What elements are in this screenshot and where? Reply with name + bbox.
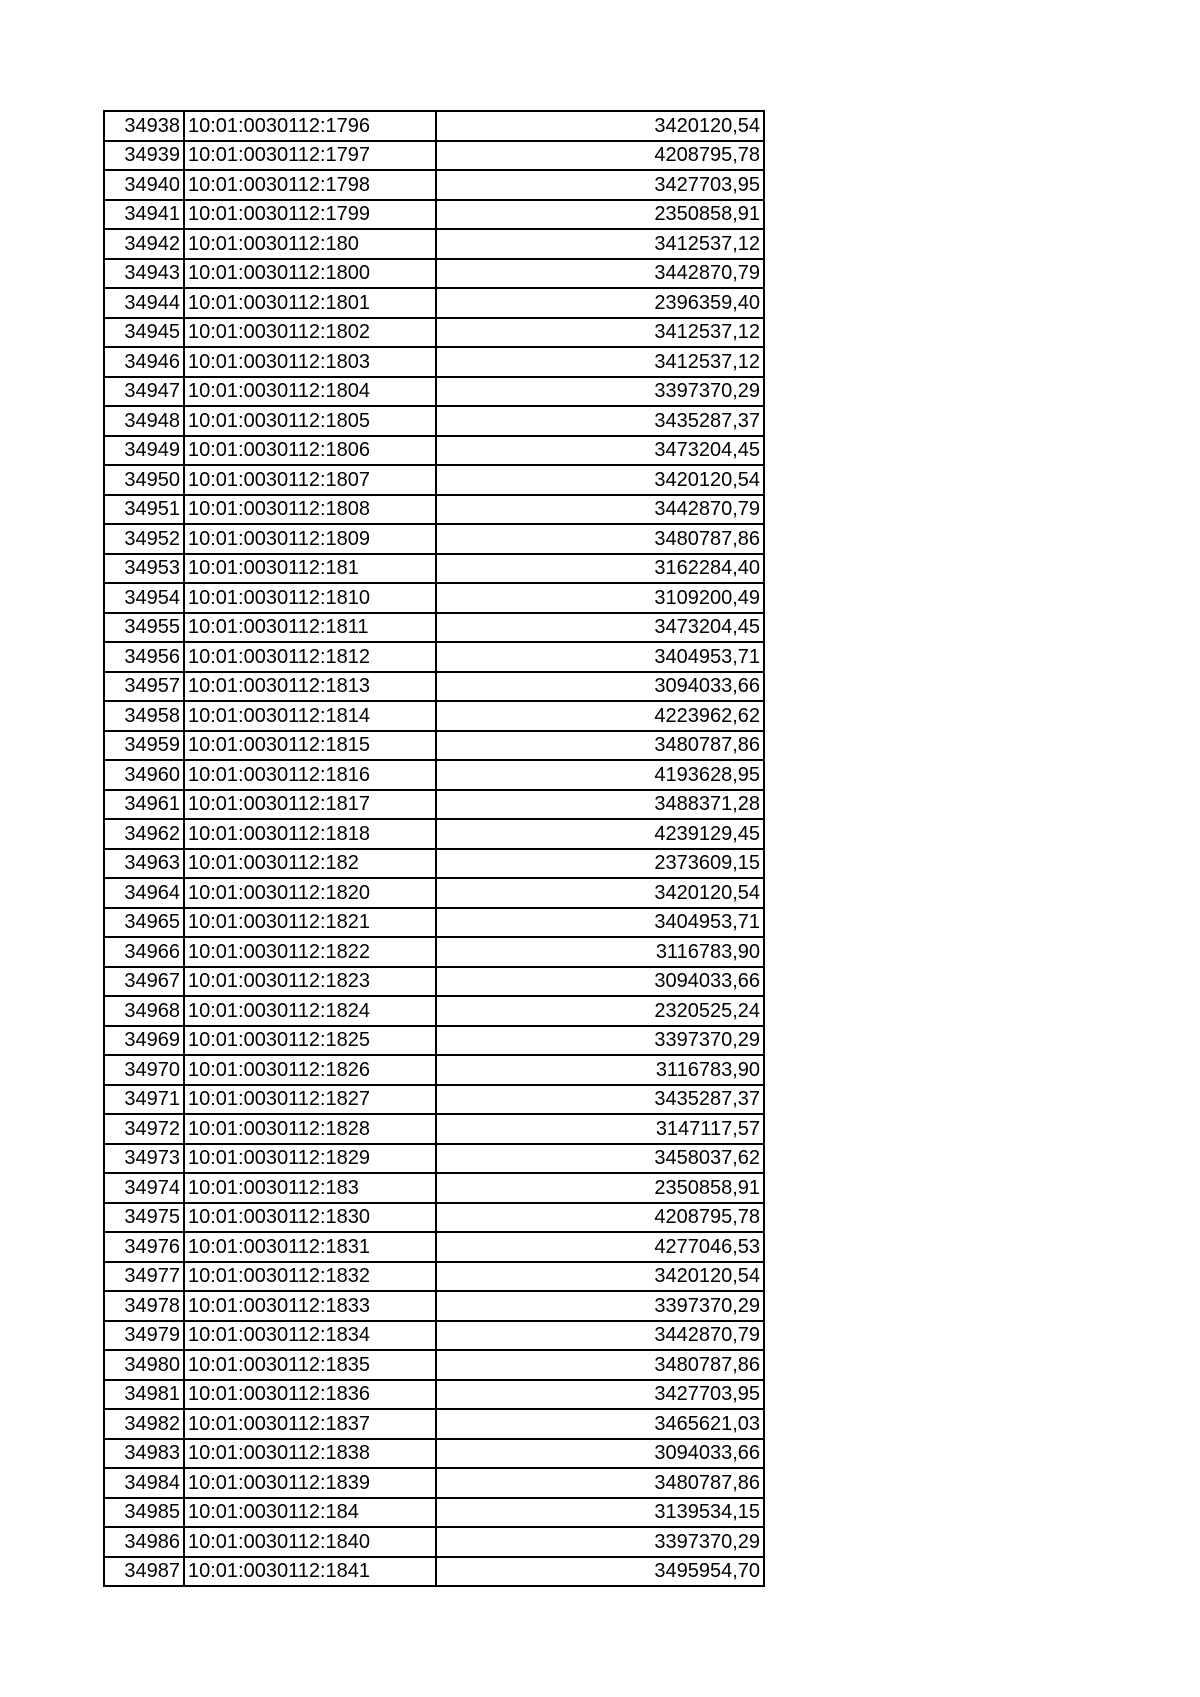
- cadastral-number-cell: 10:01:0030112:1796: [184, 111, 436, 141]
- cadastral-value-cell: 3480787,86: [436, 1468, 764, 1498]
- row-number-cell: 34943: [104, 259, 184, 289]
- cadastral-value-cell: 3442870,79: [436, 1321, 764, 1351]
- row-number-cell: 34958: [104, 701, 184, 731]
- row-number-cell: 34985: [104, 1498, 184, 1528]
- row-number-cell: 34951: [104, 495, 184, 525]
- row-number-cell: 34981: [104, 1380, 184, 1410]
- row-number-cell: 34961: [104, 790, 184, 820]
- row-number-cell: 34954: [104, 583, 184, 613]
- table-row: [104, 1055, 764, 1085]
- row-number-cell: 34959: [104, 731, 184, 761]
- cadastral-value-cell: 2350858,91: [436, 1173, 764, 1203]
- cadastral-number-cell: 10:01:0030112:1835: [184, 1350, 436, 1380]
- cadastral-value-cell: 2320525,24: [436, 996, 764, 1026]
- cadastral-number-cell: 10:01:0030112:1826: [184, 1055, 436, 1085]
- table-row: [104, 318, 764, 348]
- cadastral-number-cell: 10:01:0030112:1840: [184, 1527, 436, 1557]
- table-row: [104, 1557, 764, 1587]
- cadastral-number-cell: 10:01:0030112:180: [184, 229, 436, 259]
- cadastral-number-cell: 10:01:0030112:1821: [184, 908, 436, 938]
- cadastral-number-cell: 10:01:0030112:184: [184, 1498, 436, 1528]
- row-number-cell: 34944: [104, 288, 184, 318]
- cadastral-value-cell: 4223962,62: [436, 701, 764, 731]
- cadastral-number-cell: 10:01:0030112:1833: [184, 1291, 436, 1321]
- table-row: [104, 908, 764, 938]
- cadastral-number-cell: 10:01:0030112:1827: [184, 1085, 436, 1115]
- table-row: [104, 524, 764, 554]
- table-row: [104, 229, 764, 259]
- table-row: [104, 1232, 764, 1262]
- cadastral-number-cell: 10:01:0030112:1802: [184, 318, 436, 348]
- cadastral-number-cell: 10:01:0030112:1836: [184, 1380, 436, 1410]
- table-row: [104, 1203, 764, 1233]
- cadastral-number-cell: 10:01:0030112:183: [184, 1173, 436, 1203]
- cadastral-number-cell: 10:01:0030112:1797: [184, 141, 436, 171]
- cadastral-value-cell: 3412537,12: [436, 318, 764, 348]
- cadastral-number-cell: 10:01:0030112:1824: [184, 996, 436, 1026]
- table-row: [104, 1468, 764, 1498]
- cadastral-number-cell: 10:01:0030112:1814: [184, 701, 436, 731]
- cadastral-value-cell: 3404953,71: [436, 642, 764, 672]
- table-row: [104, 141, 764, 171]
- cadastral-number-cell: 10:01:0030112:181: [184, 554, 436, 584]
- row-number-cell: 34938: [104, 111, 184, 141]
- cadastral-value-cell: 3094033,66: [436, 1439, 764, 1469]
- row-number-cell: 34980: [104, 1350, 184, 1380]
- table-row: [104, 672, 764, 702]
- table-row: [104, 200, 764, 230]
- cadastral-value-cell: 3162284,40: [436, 554, 764, 584]
- table-row: [104, 1321, 764, 1351]
- cadastral-value-cell: 3427703,95: [436, 170, 764, 200]
- table-row: [104, 967, 764, 997]
- row-number-cell: 34962: [104, 819, 184, 849]
- row-number-cell: 34948: [104, 406, 184, 436]
- cadastral-number-cell: 10:01:0030112:1825: [184, 1026, 436, 1056]
- cadastral-value-cell: 3397370,29: [436, 1527, 764, 1557]
- row-number-cell: 34952: [104, 524, 184, 554]
- cadastral-value-cell: 3139534,15: [436, 1498, 764, 1528]
- row-number-cell: 34941: [104, 200, 184, 230]
- row-number-cell: 34970: [104, 1055, 184, 1085]
- table-row: [104, 347, 764, 377]
- cadastral-value-cell: 4239129,45: [436, 819, 764, 849]
- table-body: [104, 111, 764, 1586]
- cadastral-value-cell: 3147117,57: [436, 1114, 764, 1144]
- cadastral-number-cell: 10:01:0030112:1799: [184, 200, 436, 230]
- cadastral-number-cell: 10:01:0030112:1830: [184, 1203, 436, 1233]
- cadastral-number-cell: 10:01:0030112:1803: [184, 347, 436, 377]
- table-row: [104, 849, 764, 879]
- table-row: [104, 1380, 764, 1410]
- cadastral-number-cell: 10:01:0030112:1841: [184, 1557, 436, 1587]
- cadastral-number-cell: 10:01:0030112:1831: [184, 1232, 436, 1262]
- cadastral-number-cell: 10:01:0030112:1798: [184, 170, 436, 200]
- cadastral-value-cell: 3442870,79: [436, 495, 764, 525]
- table-row: [104, 701, 764, 731]
- table-row: [104, 996, 764, 1026]
- row-number-cell: 34966: [104, 937, 184, 967]
- row-number-cell: 34967: [104, 967, 184, 997]
- row-number-cell: 34947: [104, 377, 184, 407]
- cadastral-value-cell: 3480787,86: [436, 1350, 764, 1380]
- table-row: [104, 731, 764, 761]
- cadastral-number-cell: 10:01:0030112:1810: [184, 583, 436, 613]
- table-row: [104, 259, 764, 289]
- table-row: [104, 878, 764, 908]
- table-row: [104, 642, 764, 672]
- cadastral-value-cell: 3397370,29: [436, 377, 764, 407]
- row-number-cell: 34950: [104, 465, 184, 495]
- cadastral-value-cell: 3420120,54: [436, 878, 764, 908]
- table-row: [104, 613, 764, 643]
- cadastral-value-cell: 3094033,66: [436, 967, 764, 997]
- row-number-cell: 34968: [104, 996, 184, 1026]
- row-number-cell: 34955: [104, 613, 184, 643]
- table-row: [104, 465, 764, 495]
- table-row: [104, 495, 764, 525]
- row-number-cell: 34940: [104, 170, 184, 200]
- cadastral-number-cell: 10:01:0030112:1809: [184, 524, 436, 554]
- cadastral-number-cell: 10:01:0030112:1804: [184, 377, 436, 407]
- table-row: [104, 111, 764, 141]
- cadastral-value-cell: 3116783,90: [436, 1055, 764, 1085]
- cadastral-value-cell: 3473204,45: [436, 436, 764, 466]
- cadastral-value-cell: 3495954,70: [436, 1557, 764, 1587]
- table-row: [104, 170, 764, 200]
- cadastral-value-cell: 3420120,54: [436, 111, 764, 141]
- cadastral-value-cell: 3404953,71: [436, 908, 764, 938]
- cadastral-value-cell: 2396359,40: [436, 288, 764, 318]
- row-number-cell: 34971: [104, 1085, 184, 1115]
- table-row: [104, 436, 764, 466]
- cadastral-value-cell: 3435287,37: [436, 1085, 764, 1115]
- table-row: [104, 1527, 764, 1557]
- cadastral-number-cell: 10:01:0030112:1838: [184, 1439, 436, 1469]
- table-row: [104, 1409, 764, 1439]
- cadastral-value-cell: 3397370,29: [436, 1026, 764, 1056]
- table-row: [104, 1144, 764, 1174]
- row-number-cell: 34982: [104, 1409, 184, 1439]
- cadastral-value-cell: 2350858,91: [436, 200, 764, 230]
- cadastral-number-cell: 10:01:0030112:182: [184, 849, 436, 879]
- cadastral-value-cell: 3116783,90: [436, 937, 764, 967]
- cadastral-value-cell: 3412537,12: [436, 347, 764, 377]
- cadastral-value-cell: 3473204,45: [436, 613, 764, 643]
- row-number-cell: 34975: [104, 1203, 184, 1233]
- cadastral-value-cell: 3442870,79: [436, 259, 764, 289]
- cadastral-number-cell: 10:01:0030112:1805: [184, 406, 436, 436]
- table-row: [104, 288, 764, 318]
- cadastral-number-cell: 10:01:0030112:1818: [184, 819, 436, 849]
- cadastral-value-cell: 3465621,03: [436, 1409, 764, 1439]
- row-number-cell: 34979: [104, 1321, 184, 1351]
- cadastral-value-cell: 3480787,86: [436, 731, 764, 761]
- cadastral-value-cell: 3420120,54: [436, 465, 764, 495]
- row-number-cell: 34956: [104, 642, 184, 672]
- cadastral-value-cell: 3420120,54: [436, 1262, 764, 1292]
- cadastral-number-cell: 10:01:0030112:1813: [184, 672, 436, 702]
- table-row: [104, 1026, 764, 1056]
- cadastral-number-cell: 10:01:0030112:1832: [184, 1262, 436, 1292]
- cadastral-number-cell: 10:01:0030112:1806: [184, 436, 436, 466]
- table-row: [104, 406, 764, 436]
- table-row: [104, 377, 764, 407]
- table-row: [104, 583, 764, 613]
- table-row: [104, 1291, 764, 1321]
- row-number-cell: 34983: [104, 1439, 184, 1469]
- row-number-cell: 34942: [104, 229, 184, 259]
- cadastral-number-cell: 10:01:0030112:1820: [184, 878, 436, 908]
- cadastral-value-cell: 4193628,95: [436, 760, 764, 790]
- row-number-cell: 34974: [104, 1173, 184, 1203]
- cadastral-value-cell: 3109200,49: [436, 583, 764, 613]
- cadastral-number-cell: 10:01:0030112:1822: [184, 937, 436, 967]
- cadastral-number-cell: 10:01:0030112:1816: [184, 760, 436, 790]
- row-number-cell: 34973: [104, 1144, 184, 1174]
- table-row: [104, 1085, 764, 1115]
- row-number-cell: 34945: [104, 318, 184, 348]
- row-number-cell: 34965: [104, 908, 184, 938]
- cadastral-value-cell: 2373609,15: [436, 849, 764, 879]
- row-number-cell: 34960: [104, 760, 184, 790]
- cadastral-number-cell: 10:01:0030112:1834: [184, 1321, 436, 1351]
- cadastral-value-cell: 3480787,86: [436, 524, 764, 554]
- row-number-cell: 34949: [104, 436, 184, 466]
- cadastral-number-cell: 10:01:0030112:1837: [184, 1409, 436, 1439]
- table-row: [104, 760, 764, 790]
- cadastral-number-cell: 10:01:0030112:1823: [184, 967, 436, 997]
- row-number-cell: 34978: [104, 1291, 184, 1321]
- table-row: [104, 1350, 764, 1380]
- cadastral-number-cell: 10:01:0030112:1811: [184, 613, 436, 643]
- table-row: [104, 1439, 764, 1469]
- cadastral-value-cell: 3435287,37: [436, 406, 764, 436]
- table-row: [104, 1173, 764, 1203]
- row-number-cell: 34976: [104, 1232, 184, 1262]
- cadastral-value-cell: 3412537,12: [436, 229, 764, 259]
- cadastral-value-table: [103, 110, 765, 1587]
- row-number-cell: 34986: [104, 1527, 184, 1557]
- cadastral-value-cell: 4208795,78: [436, 141, 764, 171]
- cadastral-number-cell: 10:01:0030112:1800: [184, 259, 436, 289]
- cadastral-value-cell: 3488371,28: [436, 790, 764, 820]
- table-row: [104, 937, 764, 967]
- cadastral-value-cell: 3427703,95: [436, 1380, 764, 1410]
- row-number-cell: 34969: [104, 1026, 184, 1056]
- row-number-cell: 34963: [104, 849, 184, 879]
- table-row: [104, 1262, 764, 1292]
- row-number-cell: 34939: [104, 141, 184, 171]
- cadastral-number-cell: 10:01:0030112:1829: [184, 1144, 436, 1174]
- table-row: [104, 1114, 764, 1144]
- cadastral-number-cell: 10:01:0030112:1839: [184, 1468, 436, 1498]
- row-number-cell: 34977: [104, 1262, 184, 1292]
- row-number-cell: 34957: [104, 672, 184, 702]
- table-row: [104, 554, 764, 584]
- cadastral-value-cell: 3094033,66: [436, 672, 764, 702]
- cadastral-value-cell: 4277046,53: [436, 1232, 764, 1262]
- cadastral-number-cell: 10:01:0030112:1807: [184, 465, 436, 495]
- cadastral-value-cell: 3397370,29: [436, 1291, 764, 1321]
- cadastral-number-cell: 10:01:0030112:1812: [184, 642, 436, 672]
- cadastral-number-cell: 10:01:0030112:1817: [184, 790, 436, 820]
- cadastral-value-cell: 3458037,62: [436, 1144, 764, 1174]
- row-number-cell: 34946: [104, 347, 184, 377]
- cadastral-number-cell: 10:01:0030112:1808: [184, 495, 436, 525]
- cadastral-number-cell: 10:01:0030112:1815: [184, 731, 436, 761]
- table-row: [104, 790, 764, 820]
- cadastral-value-cell: 4208795,78: [436, 1203, 764, 1233]
- row-number-cell: 34984: [104, 1468, 184, 1498]
- cadastral-number-cell: 10:01:0030112:1801: [184, 288, 436, 318]
- cadastral-number-cell: 10:01:0030112:1828: [184, 1114, 436, 1144]
- row-number-cell: 34972: [104, 1114, 184, 1144]
- table-row: [104, 1498, 764, 1528]
- row-number-cell: 34953: [104, 554, 184, 584]
- row-number-cell: 34987: [104, 1557, 184, 1587]
- table-row: [104, 819, 764, 849]
- row-number-cell: 34964: [104, 878, 184, 908]
